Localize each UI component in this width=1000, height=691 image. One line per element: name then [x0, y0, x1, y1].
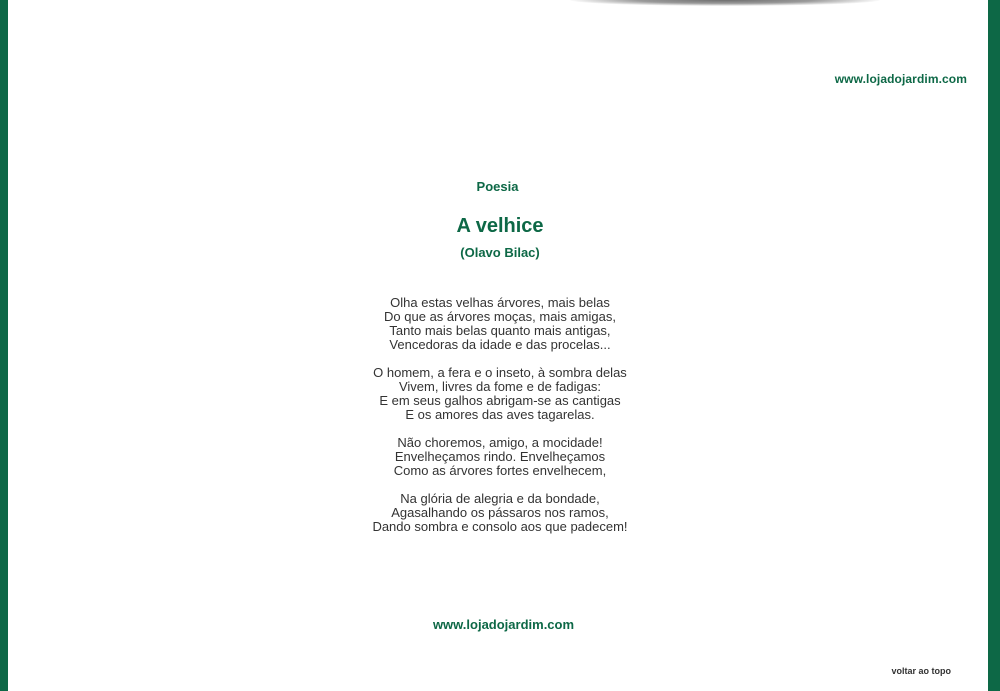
stanza [0, 436, 1000, 478]
verse: E os amores das aves tagarelas. [405, 407, 595, 422]
stanza [0, 366, 1000, 422]
header-shadow-decoration [570, 0, 880, 6]
category-label: Poesia [476, 179, 519, 194]
stanza [0, 492, 1000, 534]
verse: Agasalhando os pássaros nos ramos, [391, 505, 609, 520]
verse: Vencedoras da idade e das procelas... [389, 337, 611, 352]
verse: Como as árvores fortes envelhecem, [393, 463, 607, 478]
verse: Não choremos, amigo, a mocidade! [397, 435, 603, 450]
poem-body [0, 296, 1000, 548]
verse: E em seus galhos abrigam-se as cantigas [379, 393, 621, 408]
verse: Envelheçamos rindo. Envelheçamos [394, 449, 606, 464]
verse: Dando sombra e consolo aos que padecem! [372, 519, 628, 534]
back-to-top-link[interactable]: voltar ao topo [891, 666, 951, 676]
verse: Olha estas velhas árvores, mais belas [390, 295, 610, 310]
poem-author: (Olavo Bilac) [460, 245, 540, 260]
verse: O homem, a fera e o inseto, à sombra delas [373, 365, 627, 380]
verse: Do que as árvores moças, mais amigas, [384, 309, 616, 324]
verse: Na glória de alegria e da bondade, [400, 491, 600, 506]
verse: Vivem, livres da fome e de fadigas: [398, 379, 602, 394]
verse: Tanto mais belas quanto mais antigas, [389, 323, 611, 338]
stanza [0, 296, 1000, 352]
site-link-bottom[interactable]: www.lojadojardim.com [432, 617, 575, 632]
poem-title: A velhice [456, 215, 544, 237]
site-link-top[interactable]: www.lojadojardim.com [834, 72, 967, 86]
